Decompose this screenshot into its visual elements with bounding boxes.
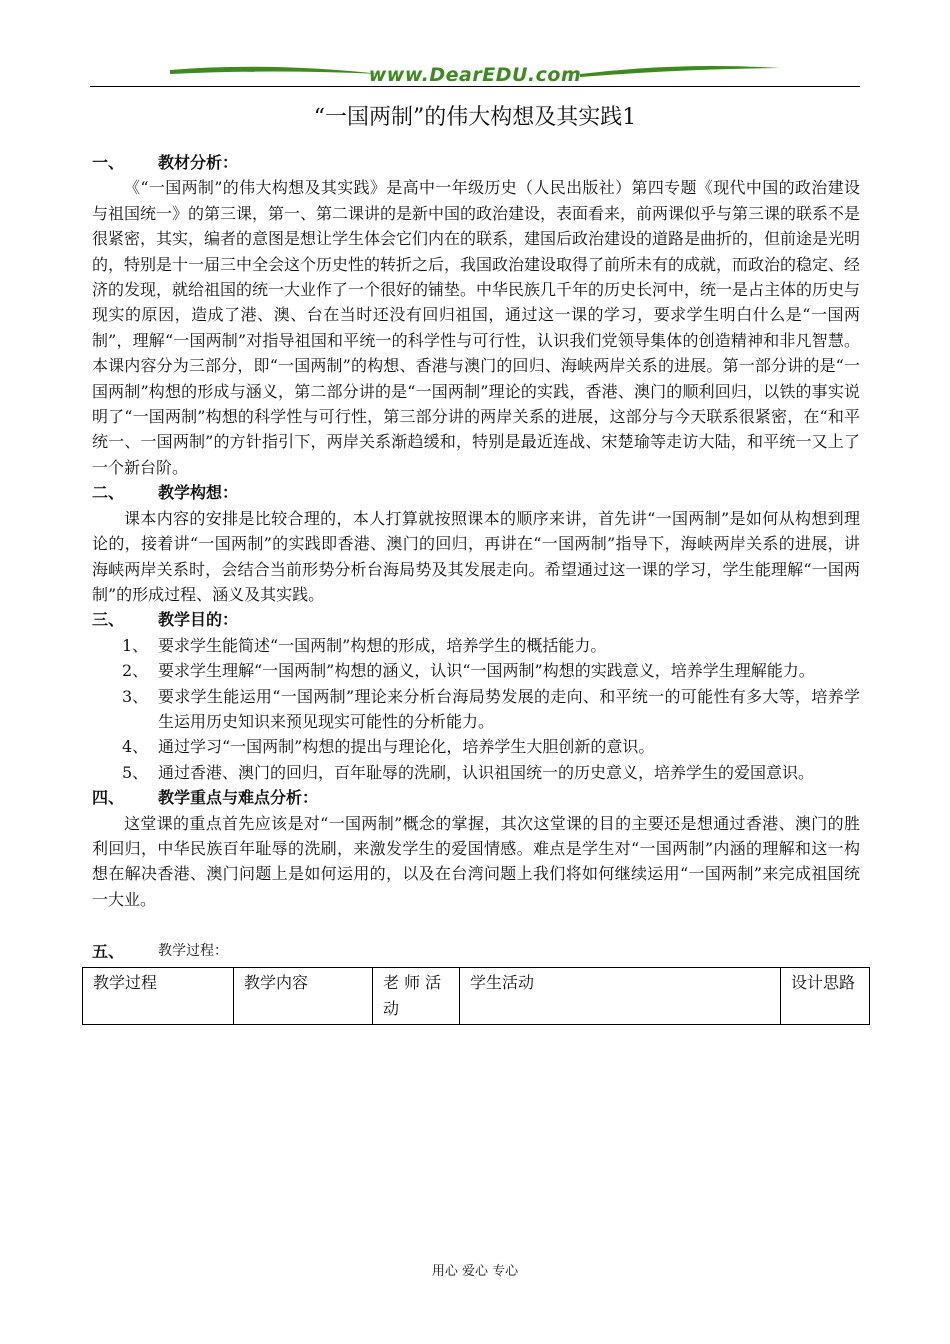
item-text: 要求学生理解“一国两制”构想的涵义，认识“一国两制”构想的实践意义，培养学生理解能力。 xyxy=(158,661,815,681)
section-label: 教学构想： xyxy=(158,483,239,503)
table-cell: 学生活动 xyxy=(460,967,781,1024)
objectives-list xyxy=(92,633,860,785)
list-item xyxy=(92,734,860,759)
spacer xyxy=(92,912,860,939)
item-number: 4、 xyxy=(122,737,149,757)
section-heading xyxy=(92,480,860,505)
page-header xyxy=(90,60,860,90)
item-text: 要求学生能简述“一国两制”构想的形成，培养学生的概括能力。 xyxy=(158,635,607,655)
section-number: 一、 xyxy=(92,153,125,172)
table-cell: 老 师 活 动 xyxy=(373,967,460,1024)
section-heading xyxy=(92,939,860,964)
section-paragraph: 课本内容的安排是比较合理的，本人打算就按照课本的顺序来讲，首先讲“一国两制”是如何从构想到理论的，接着讲“一国两制”的实践即香港、澳门的回归，再讲在“一国两制”指导下，海峡两岸关系的进展，讲海峡两岸关系时，会结合当前形势分析台海局势及其发展走向。希望通过这一课的学习，学生能理解“一国两制”的形成过程、涵义及其实践。 xyxy=(92,508,860,604)
list-item xyxy=(92,633,860,658)
table-cell: 教学内容 xyxy=(234,967,373,1024)
item-text: 通过香港、澳门的回归，百年耻辱的洗刷，认识祖国统一的历史意义，培养学生的爱国意识。 xyxy=(158,762,815,782)
section-paragraph: 这堂课的重点首先应该是对“一国两制”概念的掌握，其次这堂课的目的主要还是想通过香港、澳门的胜利回归，中华民族百年耻辱的洗刷，来激发学生的爱国情感。难点是学生对“一国两制”内涵的理解和这一构想在解决香港、澳门问题上是如何运用的，以及在台湾问题上我们将如何继续运用“一国两制”来完成祖国统一大业。 xyxy=(92,813,860,909)
table-cell: 教学过程 xyxy=(83,967,234,1024)
page-footer: 用心 爱心 专心 xyxy=(431,1264,519,1279)
section-number: 二、 xyxy=(92,483,125,503)
section-heading xyxy=(92,150,860,175)
list-item xyxy=(92,684,860,735)
section-label: 教学目的： xyxy=(158,610,239,630)
item-text: 通过学习“一国两制”构想的提出与理论化，培养学生大胆创新的意识。 xyxy=(158,737,655,757)
teaching-process-table xyxy=(82,967,870,1025)
section-heading xyxy=(92,785,860,810)
section-heading xyxy=(92,607,860,632)
item-number: 3、 xyxy=(122,686,149,706)
item-number: 1、 xyxy=(122,635,149,655)
header-rule xyxy=(90,86,860,87)
section-number: 三、 xyxy=(92,610,125,630)
list-item xyxy=(92,658,860,683)
table-header-row xyxy=(83,967,870,1024)
site-logo[interactable]: www.DearEDU.com xyxy=(368,64,582,86)
section-label: 教学过程： xyxy=(158,943,228,960)
table-cell: 设计思路 xyxy=(781,967,870,1024)
section-label: 教学重点与难点分析： xyxy=(158,788,319,808)
item-text: 要求学生能运用“一国两制”理论来分析台海局势发展的走向、和平统一的可能性有多大等，培养学生运用历史知识来预见现实可能性的分析能力。 xyxy=(158,686,860,731)
section-number: 四、 xyxy=(92,788,125,808)
item-number: 5、 xyxy=(122,762,149,782)
page-title: “一国两制”的伟大构想及其实践1 xyxy=(313,105,637,130)
section-number: 五、 xyxy=(92,942,125,962)
item-number: 2、 xyxy=(122,661,149,681)
list-item xyxy=(92,760,860,785)
section-paragraph: 《“一国两制”的伟大构想及其实践》是高中一年级历史（人民出版社）第四专题《现代中国的政治建设与祖国统一》的第三课，第一、第二课讲的是新中国的政治建设，表面看来，前两课似乎与第三课的联系不是很紧密，其实，编者的意图是想让学生体会它们内在的联系，建国后政治建设的道路是曲折的，但前途是光明的，特别是十一届三中全会这个历史性的转折之后，我国政治建设取得了前所未有的成就，而政治的稳定、经济的发现，就给祖国的统一大业作了一个很好的铺垫。中华民族几千年的历史长河中，统一是占主体的历史与现实的原因，造成了港、澳、台在当时还没有回归祖国，通过这一课的学习，要求学生明白什么是“一国两制”，理解“一国两制”对指导祖国和平统一的科学性与可行性，认识我们党领导集体的创造精神和非凡智慧。本课内容分为三部分，即“一国两制”的构想、香港与澳门的回归、海峡两岸关系的进展。第一部分讲的是“一国两制”构想的形成与涵义，第二部分讲的是“一国两制”理论的实践，香港、澳门的顺利回归，以铁的事实说明了“一国两制”构想的科学性与可行性，第三部分讲的两岸关系的进展，这部分与今天联系很紧密，在“和平统一、一国两制”的方针指引下，两岸关系渐趋缓和，特别是最近连战、宋楚瑜等走访大陆，和平统一又上了一个新台阶。 xyxy=(92,178,861,477)
section-label: 教材分析： xyxy=(158,153,239,172)
document-body xyxy=(92,150,860,1025)
